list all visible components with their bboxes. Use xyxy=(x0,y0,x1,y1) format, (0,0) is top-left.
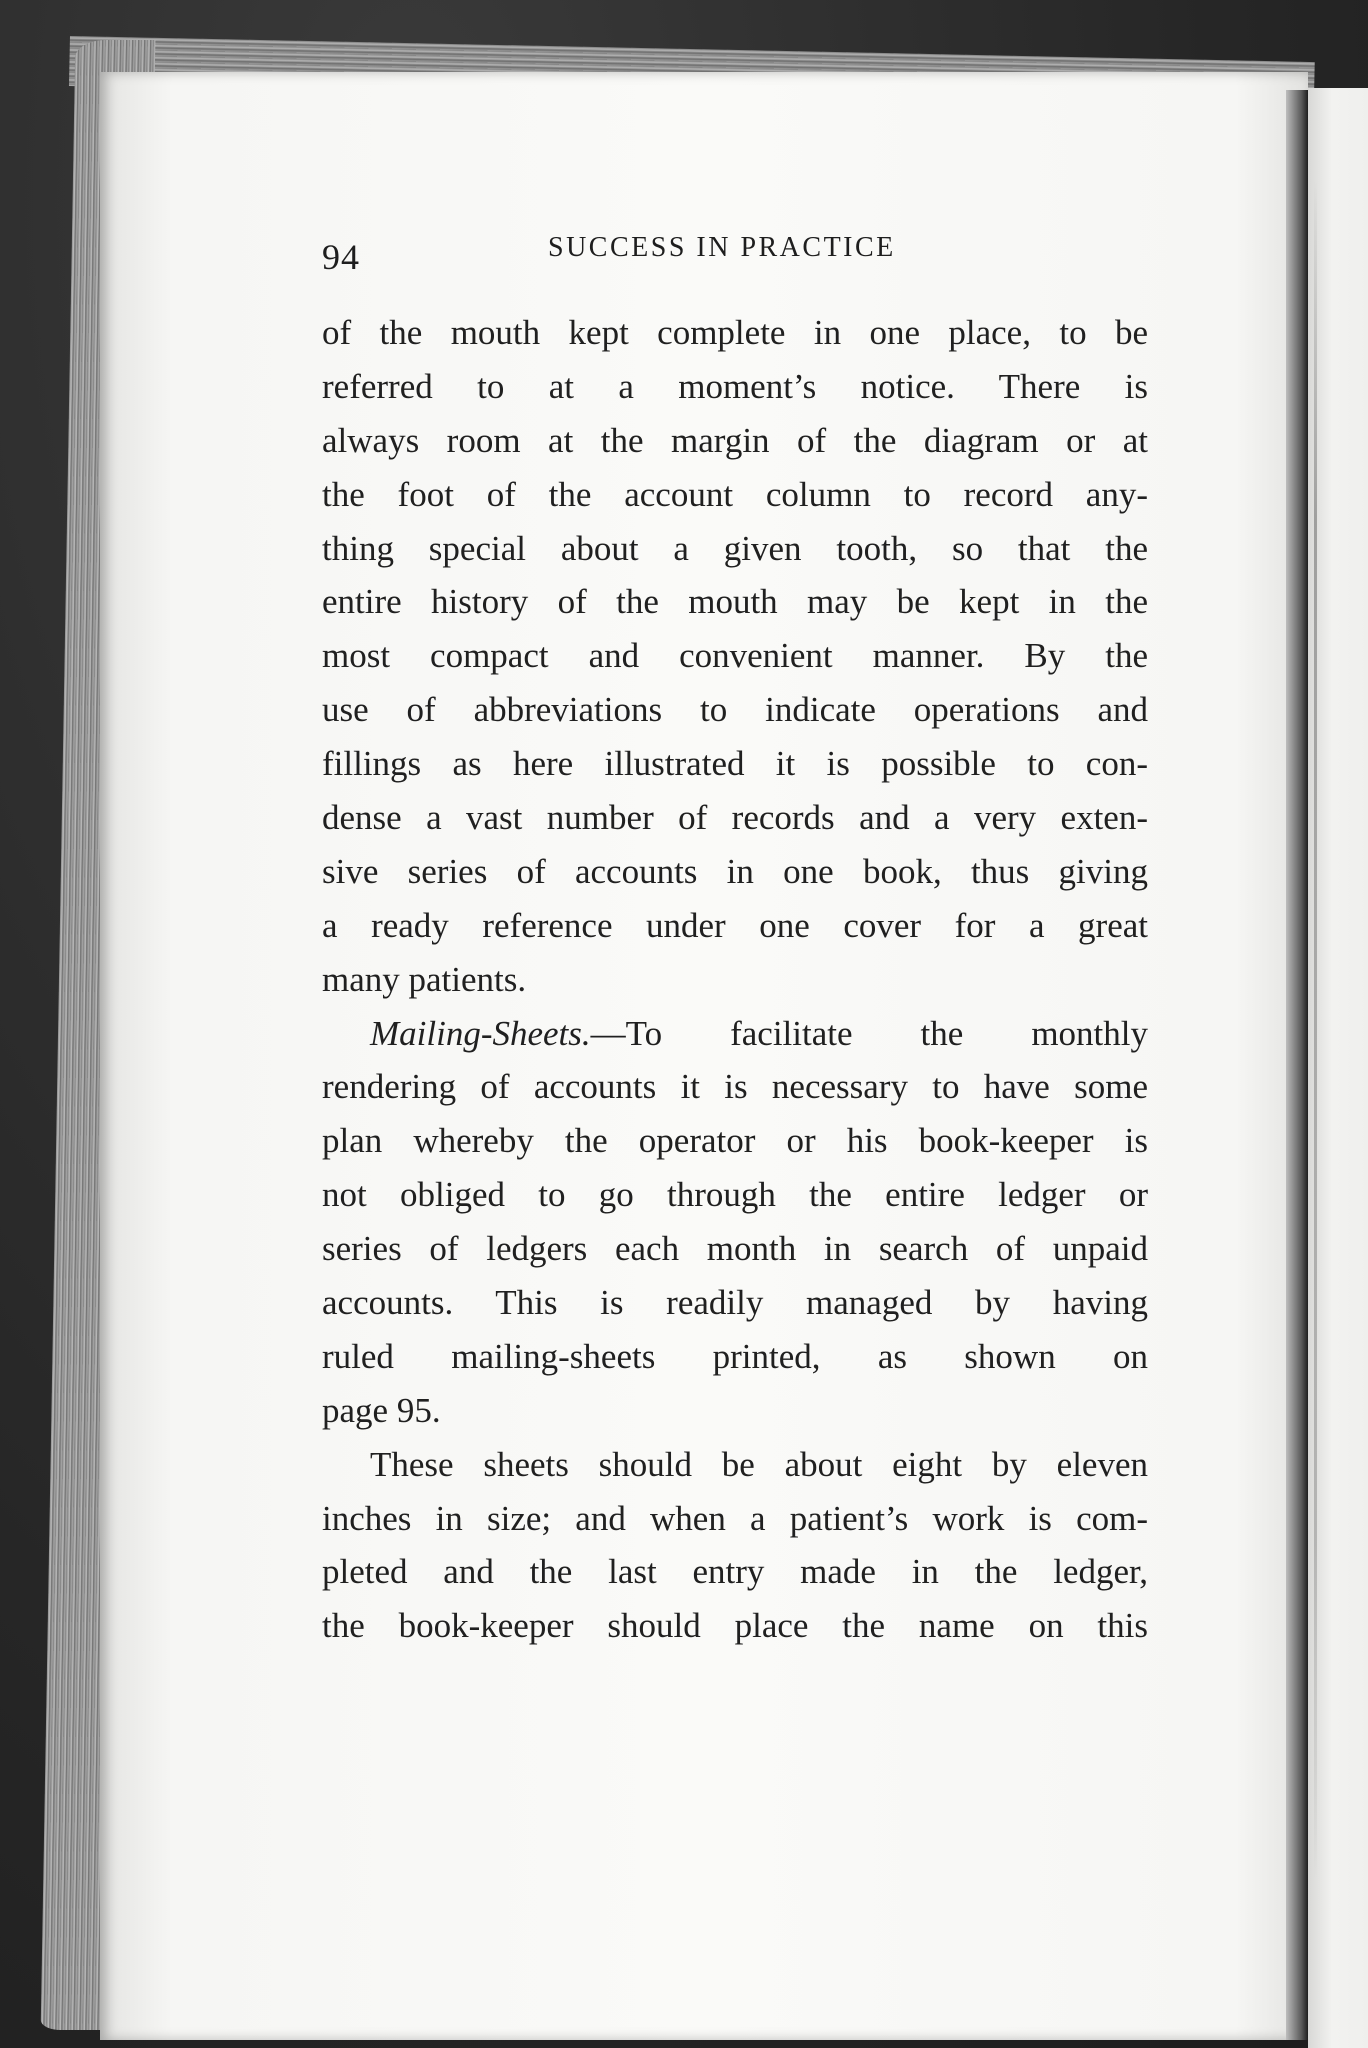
book-gutter xyxy=(1286,90,1308,2040)
text-line: These sheets should be about eight by eleven xyxy=(370,1444,1148,1484)
text-line: the foot of the account column to record any- xyxy=(322,474,1148,514)
text-line: of the mouth kept complete in one place, to be xyxy=(322,313,1148,352)
text-line: many patients. xyxy=(322,959,527,999)
text-line: use of abbreviations to indicate operations and xyxy=(322,690,1148,730)
text-line: fillings as here illustrated it is possible to con- xyxy=(322,744,1148,784)
text-fragment: —To facilitate the monthly xyxy=(590,1013,1148,1053)
text-line: page 95. xyxy=(322,1390,441,1430)
text-line: series of ledgers each month in search of unpaid xyxy=(322,1229,1148,1269)
text-line: ruled mailing-sheets printed, as shown on xyxy=(322,1336,1148,1376)
running-title: SUCCESS IN PRACTICE xyxy=(548,232,896,263)
text-line: rendering of accounts it is necessary to have some xyxy=(322,1067,1148,1107)
facing-page-mark xyxy=(1314,180,1317,1880)
text-line: pleted and the last entry made in the ledger, xyxy=(322,1552,1148,1592)
page-number: 94 xyxy=(322,237,360,277)
text-line: accounts. This is readily managed by having xyxy=(322,1283,1148,1323)
text-line: a ready reference under one cover for a great xyxy=(322,905,1148,945)
text-line: inches in size; and when a patient’s work is com- xyxy=(322,1498,1148,1538)
text-line: thing special about a given tooth, so that the xyxy=(322,528,1148,568)
running-head xyxy=(322,232,1152,278)
section-heading: Mailing-Sheets. xyxy=(370,1013,591,1053)
text-line: plan whereby the operator or his book-keeper is xyxy=(322,1121,1148,1161)
text-line: not obliged to go through the entire ledger or xyxy=(322,1175,1148,1215)
text-line: dense a vast number of records and a very exten- xyxy=(322,798,1148,838)
facing-page xyxy=(1308,88,1368,2048)
body-text xyxy=(322,306,1148,1653)
text-line: entire history of the mouth may be kept in the xyxy=(322,582,1148,622)
text-line: sive series of accounts in one book, thus giving xyxy=(322,851,1148,891)
paragraph-first-line xyxy=(322,1007,1148,1061)
text-line: referred to at a moment’s notice. There is xyxy=(322,366,1148,406)
text-line: always room at the margin of the diagram or at xyxy=(322,420,1148,460)
text-line: most compact and convenient manner. By the xyxy=(322,636,1148,676)
text-line: the book-keeper should place the name on this xyxy=(322,1606,1148,1646)
